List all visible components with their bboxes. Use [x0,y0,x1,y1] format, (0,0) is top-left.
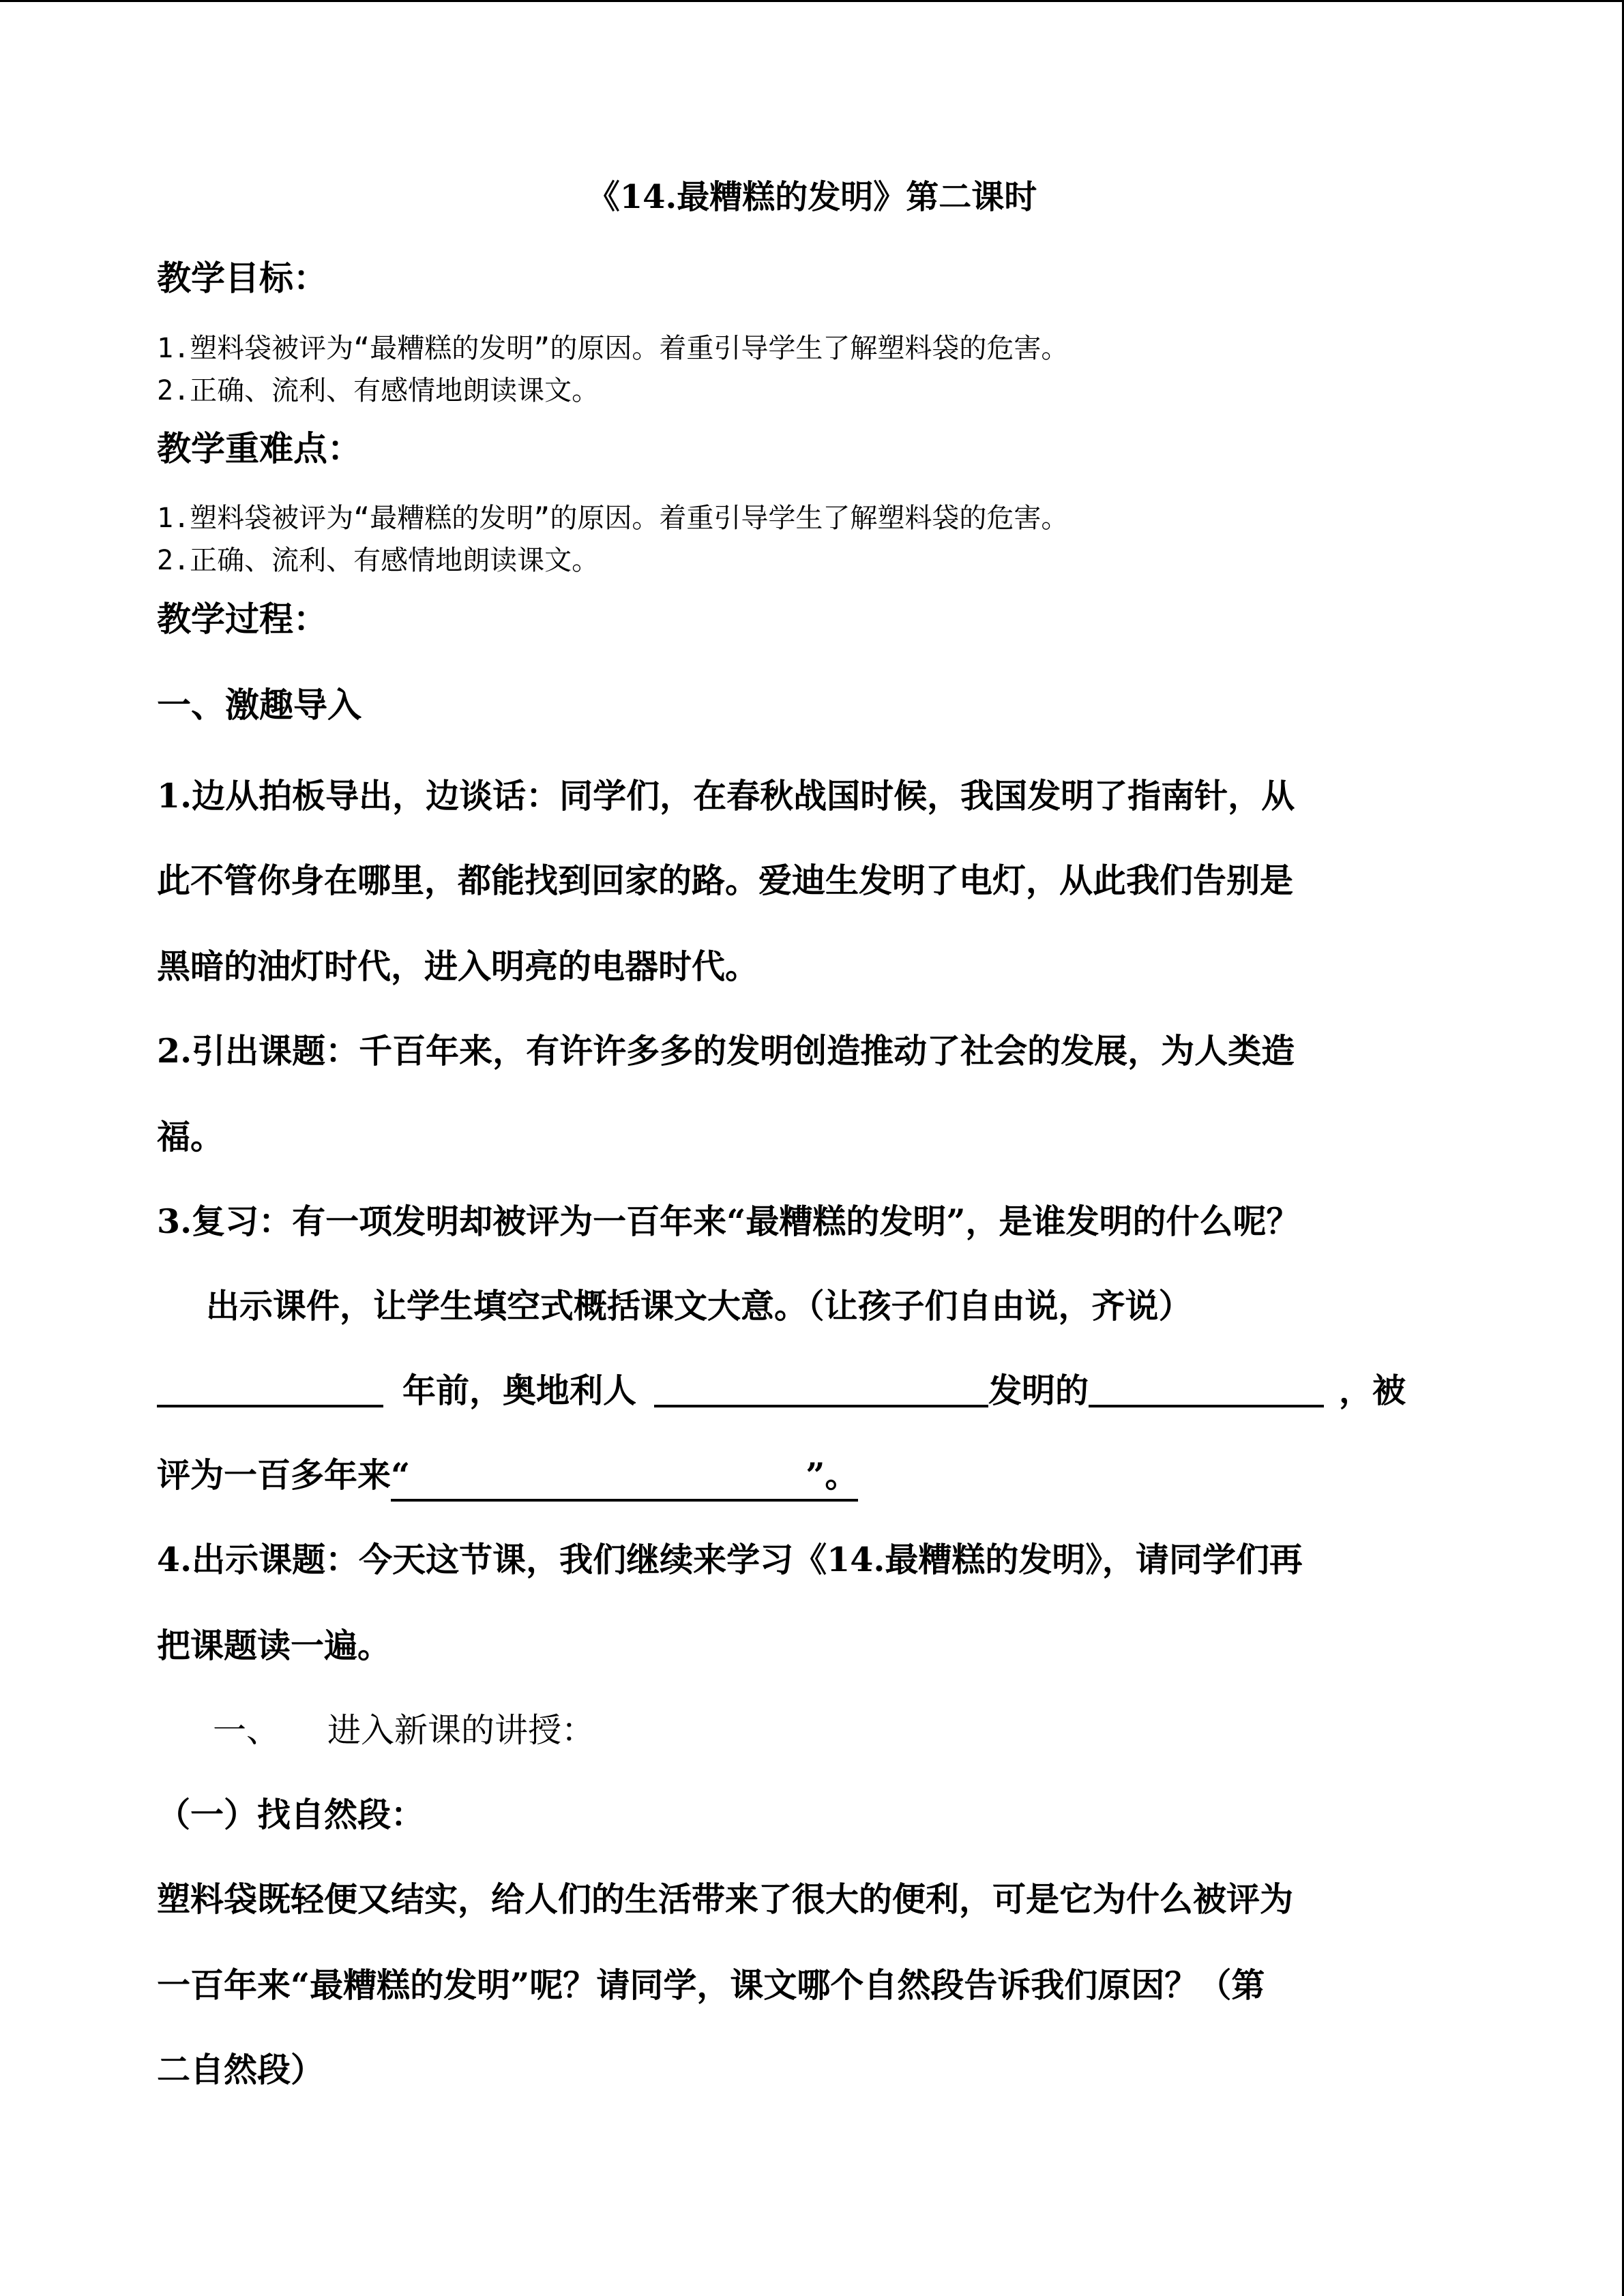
answer-blank[interactable] [1089,1375,1324,1407]
fill-blank-text: ，被 [1339,1371,1406,1410]
paragraph-line: 4.出示课题：今天这节课，我们继续来学习《14.最糟糕的发明》，请同学们再 [157,1540,1303,1579]
answer-blank[interactable] [654,1375,988,1407]
part-heading-intro: 一、激趣导入 [157,685,361,725]
fill-blank-text: 评为一百多年来 [157,1455,392,1495]
section-heading-key-points: 教学重难点： [157,429,361,468]
paragraph-line: 1.边从拍板导出，边谈话：同学们，在春秋战国时候，我国发明了指南针，从 [157,776,1295,816]
section-heading-process: 教学过程： [157,599,327,639]
objective-item: 2.正确、流利、有感情地朗读课文。 [157,375,600,406]
section-heading-objectives: 教学目标： [157,258,327,298]
paragraph-line: 出示课件，让学生填空式概括课文大意。（让孩子们自由说，齐说） [206,1286,1192,1326]
quoted-answer-blank[interactable] [391,1455,858,1502]
sub-heading-find-paragraph: （一）找自然段： [157,1795,425,1834]
close-quote: ”。 [806,1455,859,1495]
key-point-item: 2.正确、流利、有感情地朗读课文。 [157,545,600,576]
paragraph-line: 塑料袋既轻便又结实，给人们的生活带来了很大的便利，可是它为什么被评为 [157,1879,1294,1919]
paragraph-line: 一百年来“最糟糕的发明”呢？请同学，课文哪个自然段告诉我们原因？（第 [157,1965,1265,2005]
open-quote: “ [391,1455,411,1495]
fill-blank-text: 发明的 [988,1371,1089,1410]
paragraph-line: 2.引出课题：千百年来，有许许多多的发明创造推动了社会的发展，为人类造 [157,1031,1295,1071]
paragraph-line: 把课题读一遍。 [157,1626,392,1665]
fill-blank-line [157,1455,859,1495]
part-heading-new-lesson [213,1711,595,1750]
fill-blank-text: 年前，奥地利人 [402,1371,637,1410]
part-title: 进入新课的讲授： [327,1711,595,1750]
fill-blank-line [157,1371,1406,1410]
objective-item: 1.塑料袋被评为“最糟糕的发明”的原因。着重引导学生了解塑料袋的危害。 [157,333,1069,364]
key-point-item: 1.塑料袋被评为“最糟糕的发明”的原因。着重引导学生了解塑料袋的危害。 [157,503,1069,534]
answer-blank[interactable] [157,1375,383,1407]
page-title: 《14.最糟糕的发明》第二课时 [587,178,1037,216]
paragraph-line: 福。 [157,1117,224,1157]
paragraph-line: 二自然段） [157,2050,325,2089]
paragraph-line: 此不管你身在哪里，都能找到回家的路。爱迪生发明了电灯，从此我们告别是 [157,861,1294,900]
paragraph-line: 3.复习：有一项发明却被评为一百年来“最糟糕的发明”，是谁发明的什么呢？ [157,1202,1300,1241]
paragraph-line: 黑暗的油灯时代，进入明亮的电器时代。 [157,946,759,986]
part-number: 一、 [213,1711,280,1750]
